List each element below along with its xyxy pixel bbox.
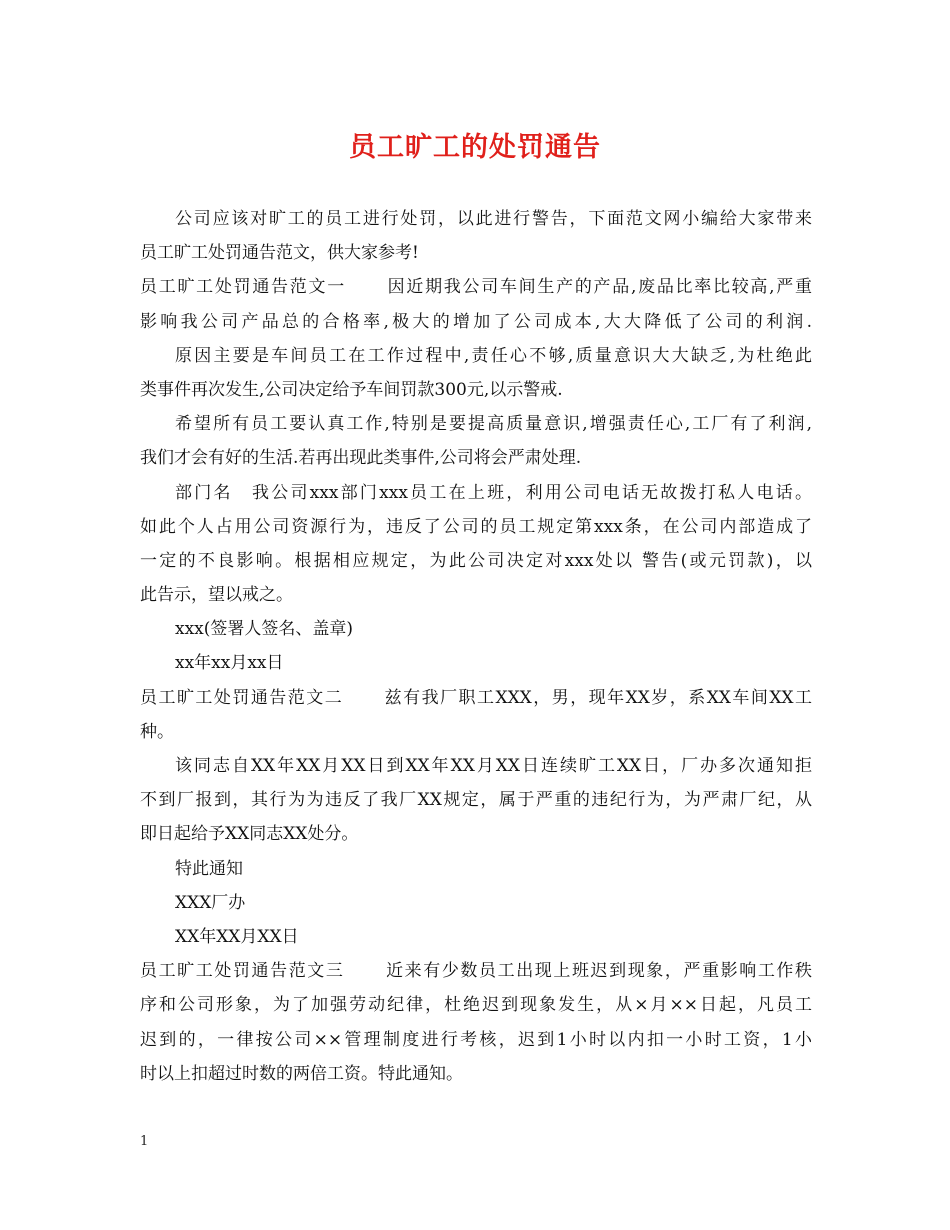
paragraph-line: 此告示，望以戒之。 <box>140 585 293 606</box>
paragraph-line: 种。 <box>140 721 174 742</box>
paragraph-line: 一定的不良影响。根据相应规定，为此公司决定对xxx处以 警告(或元罚款)，以 <box>140 550 812 571</box>
notice-line: 特此通知 <box>175 858 243 879</box>
document-body <box>140 202 812 1091</box>
section-heading-line <box>140 270 812 304</box>
paragraph-line: 如此个人占用公司资源行为，违反了公司的员工规定第xxx条，在公司内部造成了 <box>140 516 812 537</box>
paragraph-line: 序和公司形象，为了加强劳动纪律，杜绝迟到现象发生，从×月××日起，凡员工 <box>140 995 812 1016</box>
paragraph-line: 迟到的，一律按公司××管理制度进行考核，迟到1小时以内扣一小时工资，1小 <box>140 1029 812 1050</box>
paragraph-line: 时以上扣超过时数的两倍工资。特此通知。 <box>140 1063 463 1084</box>
signature-line: XXX厂办 <box>175 892 246 913</box>
paragraph-line: 不到厂报到，其行为为违反了我厂XX规定，属于严重的违纪行为，为严肃厂纪，从 <box>140 790 812 811</box>
paragraph-line: 员工旷工处罚通告范文，供大家参考! <box>140 243 419 264</box>
paragraph-line: 原因主要是车间员工在工作过程中,责任心不够,质量意识大大缺乏,为杜绝此 <box>175 345 812 366</box>
page-number: 1 <box>140 1134 149 1149</box>
section-heading: 员工旷工处罚通告范文三 <box>140 961 345 982</box>
paragraph-line: 影响我公司产品总的合格率,极大的增加了公司成本,大大降低了公司的利润. <box>140 311 812 332</box>
section-heading: 员工旷工处罚通告范文二 <box>140 687 344 708</box>
section-text: 近来有少数员工出现上班迟到现象，严重影响工作秩 <box>384 961 812 982</box>
section-heading-line <box>140 681 812 715</box>
paragraph-line: 该同志自XX年XX月XX日到XX年XX月XX日连续旷工XX日，厂办多次通知拒 <box>175 756 812 776</box>
section-text: 兹有我厂职工XXX，男，现年XX岁，系XX车间XX工 <box>383 687 812 708</box>
date-line: xx年xx月xx日 <box>175 653 284 674</box>
paragraph-line: 即日起给予XX同志XX处分。 <box>140 824 359 845</box>
section-heading: 员工旷工处罚通告范文一 <box>140 277 346 298</box>
signature-line: xxx(签署人签名、盖章) <box>175 619 354 640</box>
paragraph-line: 希望所有员工要认真工作,特别是要提高质量意识,增强责任心,工厂有了利润, <box>175 414 812 435</box>
document-title: 员工旷工的处罚通告 <box>349 132 601 163</box>
date-line: XX年XX月XX日 <box>175 926 299 947</box>
paragraph-line: 类事件再次发生,公司决定给予车间罚款300元,以示警戒. <box>140 379 563 400</box>
section-text: 因近期我公司车间生产的产品,废品比率比较高,严重 <box>385 277 812 298</box>
paragraph-line: 部门名 我公司xxx部门xxx员工在上班，利用公司电话无故拨打私人电话。 <box>175 482 812 503</box>
paragraph-line: 我们才会有好的生活.若再出现此类事件,公司将会严肃处理. <box>140 448 582 469</box>
paragraph-line: 公司应该对旷工的员工进行处罚，以此进行警告，下面范文网小编给大家带来 <box>175 209 812 229</box>
section-heading-line <box>140 954 812 988</box>
